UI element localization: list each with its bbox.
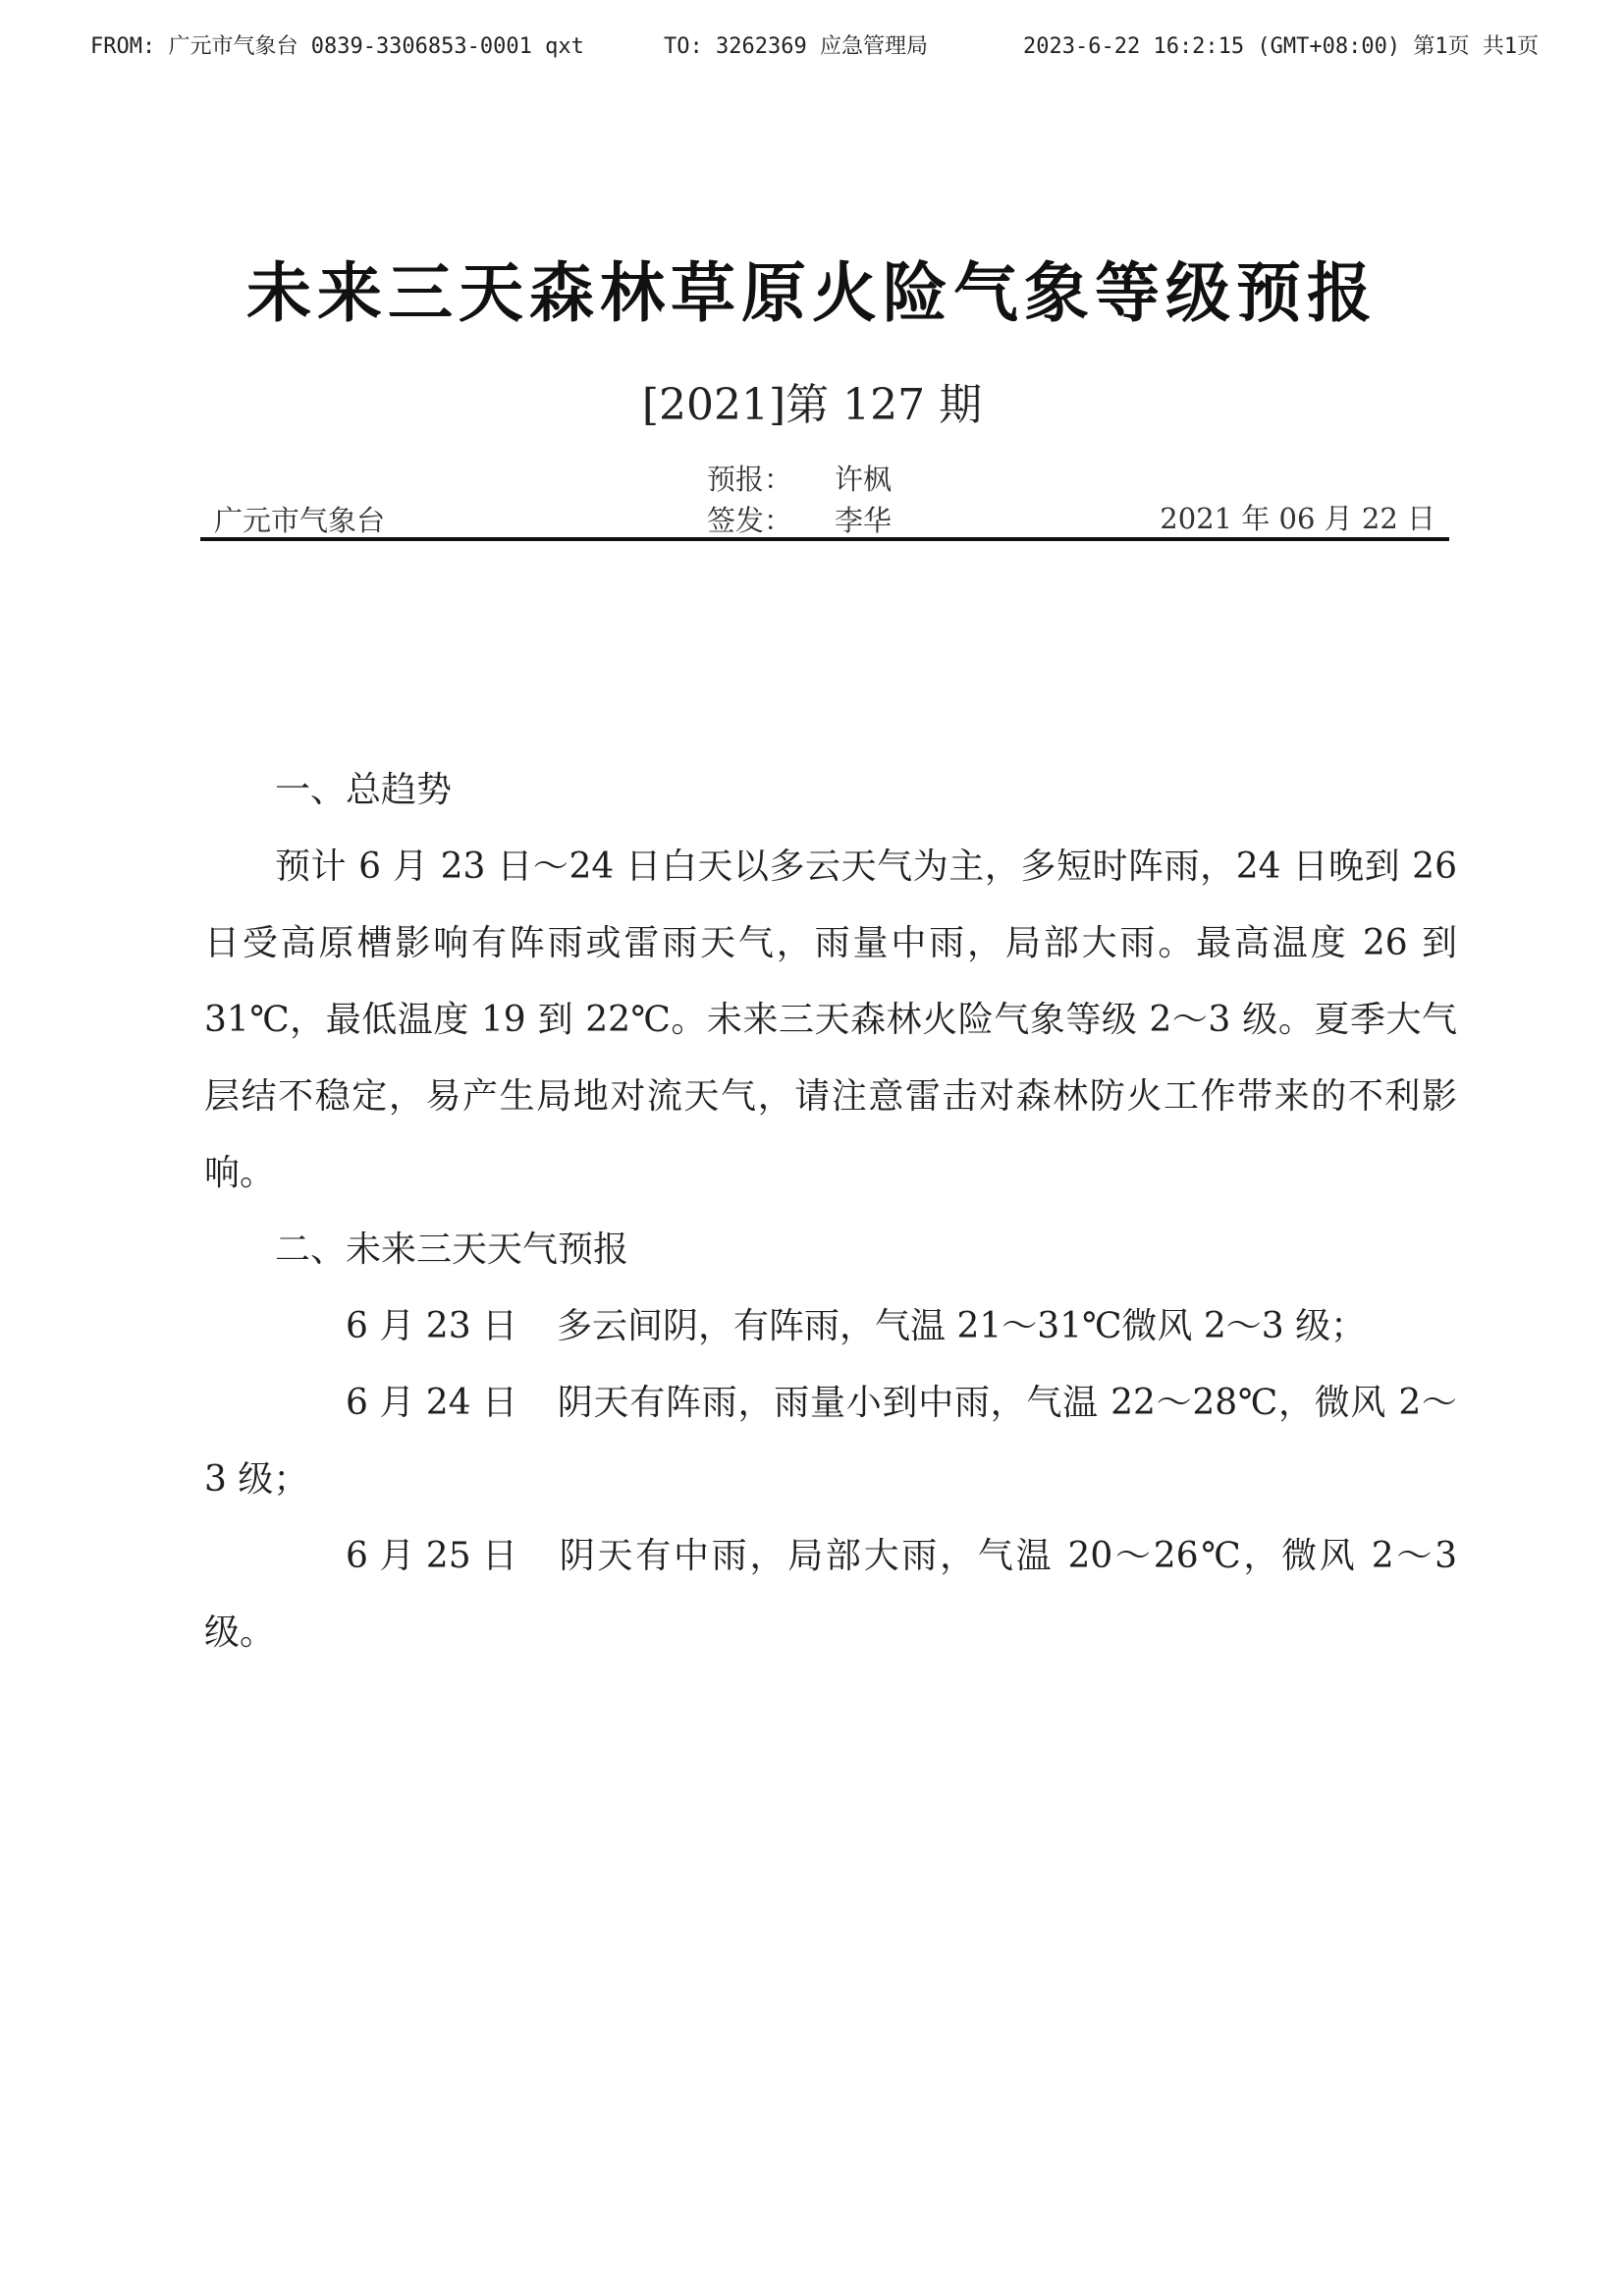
- forecast-day: [204, 1288, 1457, 1365]
- issue-number: [2021]第 127 期: [641, 380, 983, 430]
- fax-to: TO: 3262369 应急管理局: [664, 34, 928, 59]
- organization: 广元市气象台: [214, 504, 386, 537]
- forecaster-line: [707, 458, 892, 499]
- forecaster-label: 预报：: [707, 463, 793, 496]
- forecast-day-date: 6 月 25 日: [346, 1536, 518, 1576]
- forecaster-name: 许枫: [835, 463, 893, 496]
- forecast-day-date: 6 月 23 日: [346, 1306, 518, 1346]
- forecast-day: [204, 1518, 1457, 1671]
- forecast-day-text: 阴天有中雨，局部大雨，气温 20～26℃，微风 2～3 级。: [204, 1536, 1457, 1653]
- header-divider: [200, 537, 1449, 541]
- issuer-name: 李华: [835, 504, 893, 537]
- issuer-line: [707, 499, 892, 540]
- forecast-heading: 二、未来三天天气预报: [275, 1230, 629, 1270]
- fax-from: FROM: 广元市气象台 0839-3306853-0001 qxt: [90, 34, 584, 59]
- document-title: 未来三天森林草原火险气象等级预报: [246, 255, 1378, 331]
- fax-header: [0, 29, 1624, 63]
- forecast-day-text: 多云间阴，有阵雨，气温 21～31℃微风 2～3 级；: [557, 1306, 1367, 1346]
- author-block: [707, 458, 892, 540]
- forecast-day: [204, 1365, 1457, 1518]
- document-body: [204, 752, 1457, 1671]
- issuer-label: 签发：: [707, 504, 793, 537]
- forecast-day-date: 6 月 24 日: [346, 1383, 518, 1423]
- forecast-day-text: 阴天有阵雨，雨量小到中雨，气温 22～28℃，微风 2～3 级；: [204, 1383, 1457, 1500]
- trend-heading: 一、总趋势: [275, 770, 453, 810]
- issue-date: 2021 年 06 月 22 日: [1160, 502, 1435, 535]
- fax-timestamp: 2023-6-22 16:2:15 (GMT+08:00) 第1页 共1页: [1023, 34, 1540, 59]
- trend-paragraph: 预计 6 月 23 日～24 日白天以多云天气为主，多短时阵雨，24 日晚到 26 日受高原槽影响有阵雨或雷雨天气，雨量中雨，局部大雨。最高温度 26 到 31℃，最低温度 19 到 22℃。未来三天森林火险气象等级 2～3 级。夏季大气层结不稳定，易产生局地对流天气，请注意雷击对森林防火工作带来的不利影响。: [204, 847, 1457, 1193]
